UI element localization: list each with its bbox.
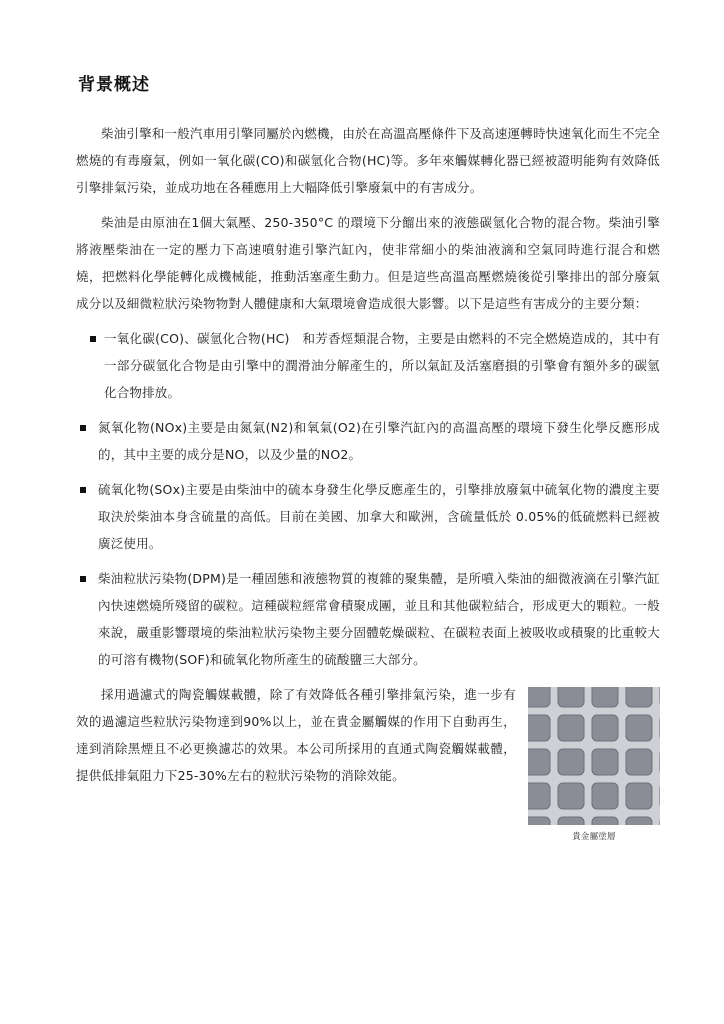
square-bullet-icon xyxy=(80,425,86,431)
list-item xyxy=(76,565,660,673)
filter-section xyxy=(76,681,660,842)
list-item-text: 柴油粒狀污染物(DPM)是一種固態和液態物質的複雜的聚集體，是所噴入柴油的細微液滴在引擎汽缸內快速燃燒所殘留的碳粒。這種碳粒經常會積聚成團，並且和其他碳粒結合，形成更大的顆粒。一般來說，嚴重影響環境的柴油粒狀污染物主要分固體乾燥碳粒、在碳粒表面上被吸收或積聚的比重較大的可溶有機物(SOF)和硫氧化物所產生的硫酸鹽三大部分。 xyxy=(98,571,660,667)
section-heading: 背景概述 xyxy=(78,75,150,95)
paragraph-filter: 採用過濾式的陶瓷觸媒載體，除了有效降低各種引擎排氣污染，進一步有效的過濾這些粒狀污染物達到90%以上，並在貴金屬觸媒的作用下自動再生，達到消除黑煙且不必更換濾芯的效果。本公司所採用的直通式陶瓷觸媒載體，提供低排氣阻力下25-30%左右的粒狀污染物的消除效能。 xyxy=(76,687,516,783)
honeycomb-pattern-icon xyxy=(528,687,660,825)
list-item-text: 一氧化碳(CO)、碳氫化合物(HC) 和芳香烴類混合物，主要是由燃料的不完全燃燒造成的，其中有一部分碳氫化合物是由引擎中的潤滑油分解產生的，所以氣缸及活塞磨損的引擎會有額外多的碳氫化合物排放。 xyxy=(104,331,660,400)
list-item-text: 硫氧化物(SOx)主要是由柴油中的硫本身發生化學反應產生的，引擎排放廢氣中硫氧化物的濃度主要取決於柴油本身含硫量的高低。目前在美國、加拿大和歐洲，含硫量低於 0.05%的低硫燃料已經被廣泛使用。 xyxy=(98,482,660,551)
document-body xyxy=(76,120,660,842)
honeycomb-image xyxy=(528,687,660,825)
figure-caption: 貴金屬塗層 xyxy=(572,832,616,842)
list-item-text: 氮氧化物(NOx)主要是由氮氣(N2)和氧氣(O2)在引擎汽缸內的高溫高壓的環境下發生化學反應形成的，其中主要的成分是NO，以及少量的NO2。 xyxy=(98,420,660,462)
coating-figure xyxy=(528,687,660,843)
paragraph-intro: 柴油引擎和一般汽車用引擎同屬於內燃機，由於在高溫高壓條件下及高速運轉時快速氧化而生不完全燃燒的有毒廢氣，例如一氧化碳(CO)和碳氫化合物(HC)等。多年來觸媒轉化器已經被證明能夠有效降低引擎排氣污染，並成功地在各種應用上大幅降低引擎廢氣中的有害成分。 xyxy=(76,126,660,195)
square-bullet-icon xyxy=(90,336,96,342)
pollutant-list xyxy=(76,325,660,673)
paragraph-diesel: 柴油是由原油在1個大氣壓、250-350°C 的環境下分餾出來的液態碳氫化合物的混合物。柴油引擎將液壓柴油在一定的壓力下高速噴射進引擎汽缸內，使非常細小的柴油液滴和空氣同時進行混合和燃燒，把燃料化學能轉化成機械能，推動活塞產生動力。但是這些高溫高壓燃燒後從引擎排出的部分廢氣成分以及細微粒狀污染物物對人體健康和大氣環境會造成很大影響。以下是這些有害成分的主要分類： xyxy=(76,215,660,311)
square-bullet-icon xyxy=(80,487,86,493)
list-item xyxy=(76,476,660,557)
list-item xyxy=(76,325,660,406)
square-bullet-icon xyxy=(80,576,86,582)
list-item xyxy=(76,414,660,468)
